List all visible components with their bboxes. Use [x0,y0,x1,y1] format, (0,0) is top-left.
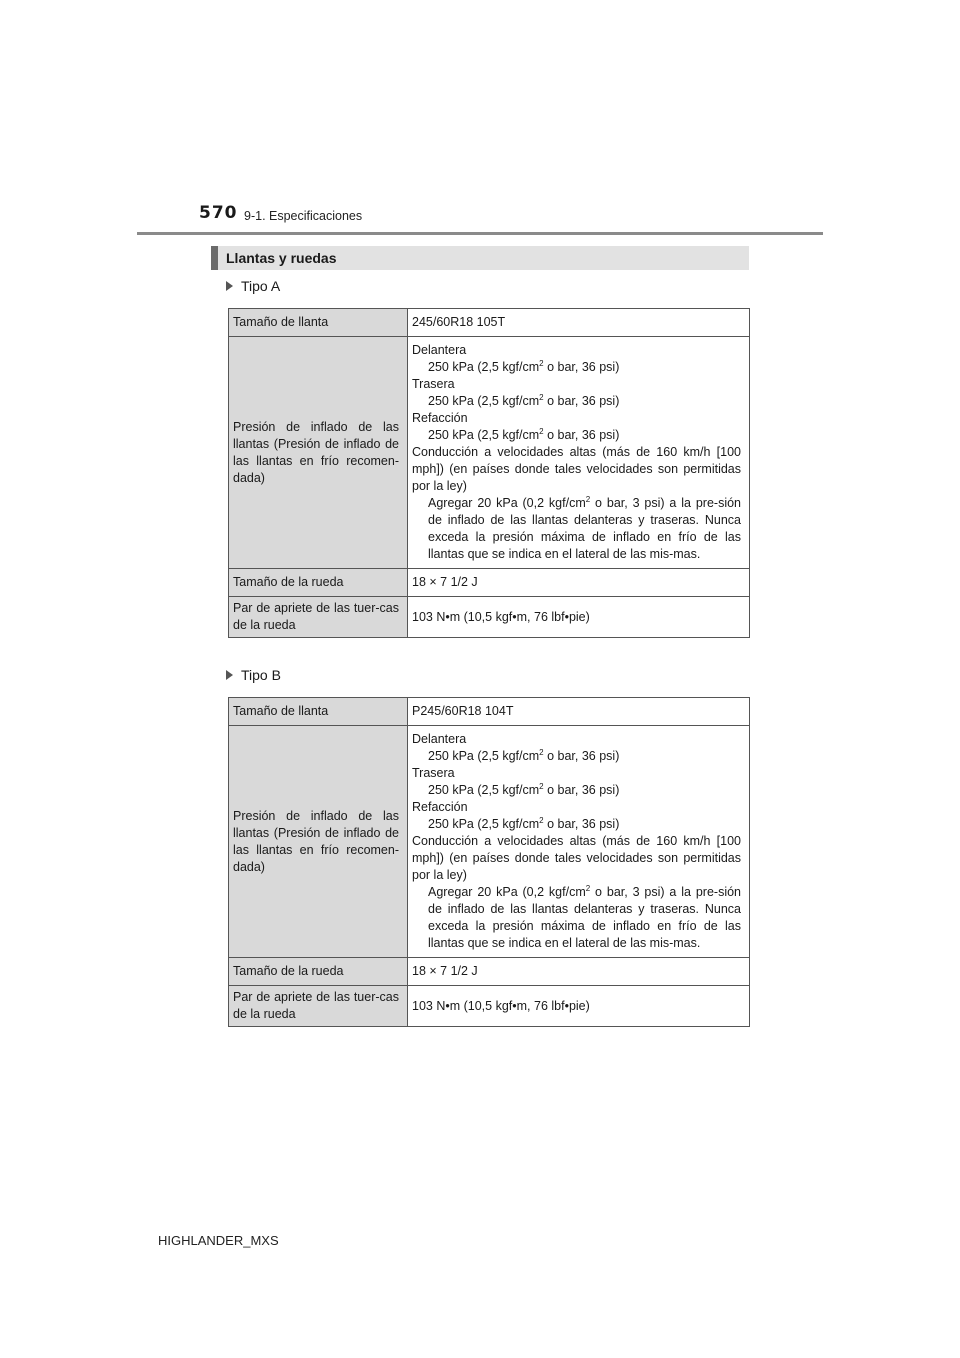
front-label: Delantera [412,343,467,357]
pressure-label: Presión de inflado de las llantas (Presión de inflado de las llantas en frío recomen-dada) [229,337,408,569]
wheel-size-value: 18 × 7 1/2 J [408,569,750,597]
variant-label: Tipo A [241,278,281,294]
torque-value: 103 N•m (10,5 kgf•m, 76 lbf•pie) [408,597,750,638]
wheel-size-label: Tamaño de la rueda [229,958,408,986]
table-row [229,337,750,569]
highspeed-text: Conducción a velocidades altas (más de 160 km/h [100 mph]) (en países donde tales velocidades son permitidas por la ley) [412,445,741,493]
tire-size-value: 245/60R18 105T [408,309,750,337]
tire-size-label: Tamaño de llanta [229,309,408,337]
page-number: 570 [199,203,238,223]
triangle-bullet-icon [226,670,233,680]
pressure-values [408,726,750,958]
highspeed-text: Conducción a velocidades altas (más de 160 km/h [100 mph]) (en países donde tales velocidades son permitidas por la ley) [412,834,741,882]
tire-size-value: P245/60R18 104T [408,698,750,726]
table-row [229,986,750,1027]
front-value: 250 kPa (2,5 kgf/$cm^2$ o bar, 36 psi) [428,747,620,763]
rear-label: Trasera [412,377,455,391]
rear-label: Trasera [412,766,455,780]
pressure-values [408,337,750,569]
table-row [229,958,750,986]
table-row [229,309,750,337]
variant-label: Tipo B [241,667,281,683]
table-row [229,569,750,597]
section-title: Llantas y ruedas [211,246,749,270]
rear-value: 250 kPa (2,5 kgf/$cm^2$ o bar, 36 psi) [428,392,620,408]
spare-label: Refacción [412,411,468,425]
variant-heading-a [226,278,280,294]
front-label: Delantera [412,732,467,746]
triangle-bullet-icon [226,281,233,291]
variant-heading-b [226,667,281,683]
chapter-title: 9-1. Especificaciones [244,209,363,223]
wheel-size-label: Tamaño de la rueda [229,569,408,597]
model-code: HIGHLANDER_MXS [158,1233,279,1248]
wheel-size-value: 18 × 7 1/2 J [408,958,750,986]
front-value: 250 kPa (2,5 kgf/$cm^2$ o bar, 36 psi) [428,358,620,374]
spare-label: Refacción [412,800,468,814]
torque-label: Par de apriete de las tuer-cas de la rueda [229,597,408,638]
spare-value: 250 kPa (2,5 kgf/$cm^2$ o bar, 36 psi) [428,815,620,831]
table-row [229,698,750,726]
torque-label: Par de apriete de las tuer-cas de la rueda [229,986,408,1027]
pressure-label: Presión de inflado de las llantas (Presión de inflado de las llantas en frío recomen-dada) [229,726,408,958]
spare-value: 250 kPa (2,5 kgf/$cm^2$ o bar, 36 psi) [428,426,620,442]
tire-size-label: Tamaño de llanta [229,698,408,726]
highspeed-note: Agregar 20 kPa (0,2 kgf/$cm^2$ o bar, 3 psi) a la pre-sión de inflado de las llantas delanteras y traseras. Nunca exceda la presión máxima de inflado en frío de las llantas que se indica en el lateral de las mis-mas. [428,494,741,561]
rear-value: 250 kPa (2,5 kgf/$cm^2$ o bar, 36 psi) [428,781,620,797]
table-row [229,597,750,638]
spec-table-a [228,308,750,638]
highspeed-note: Agregar 20 kPa (0,2 kgf/$cm^2$ o bar, 3 psi) a la pre-sión de inflado de las llantas delanteras y traseras. Nunca exceda la presión máxima de inflado en frío de las llantas que se indica en el lateral de las mis-mas. [428,883,741,950]
spec-table-b [228,697,750,1027]
torque-value: 103 N•m (10,5 kgf•m, 76 lbf•pie) [408,986,750,1027]
header-divider [137,232,823,235]
table-row [229,726,750,958]
